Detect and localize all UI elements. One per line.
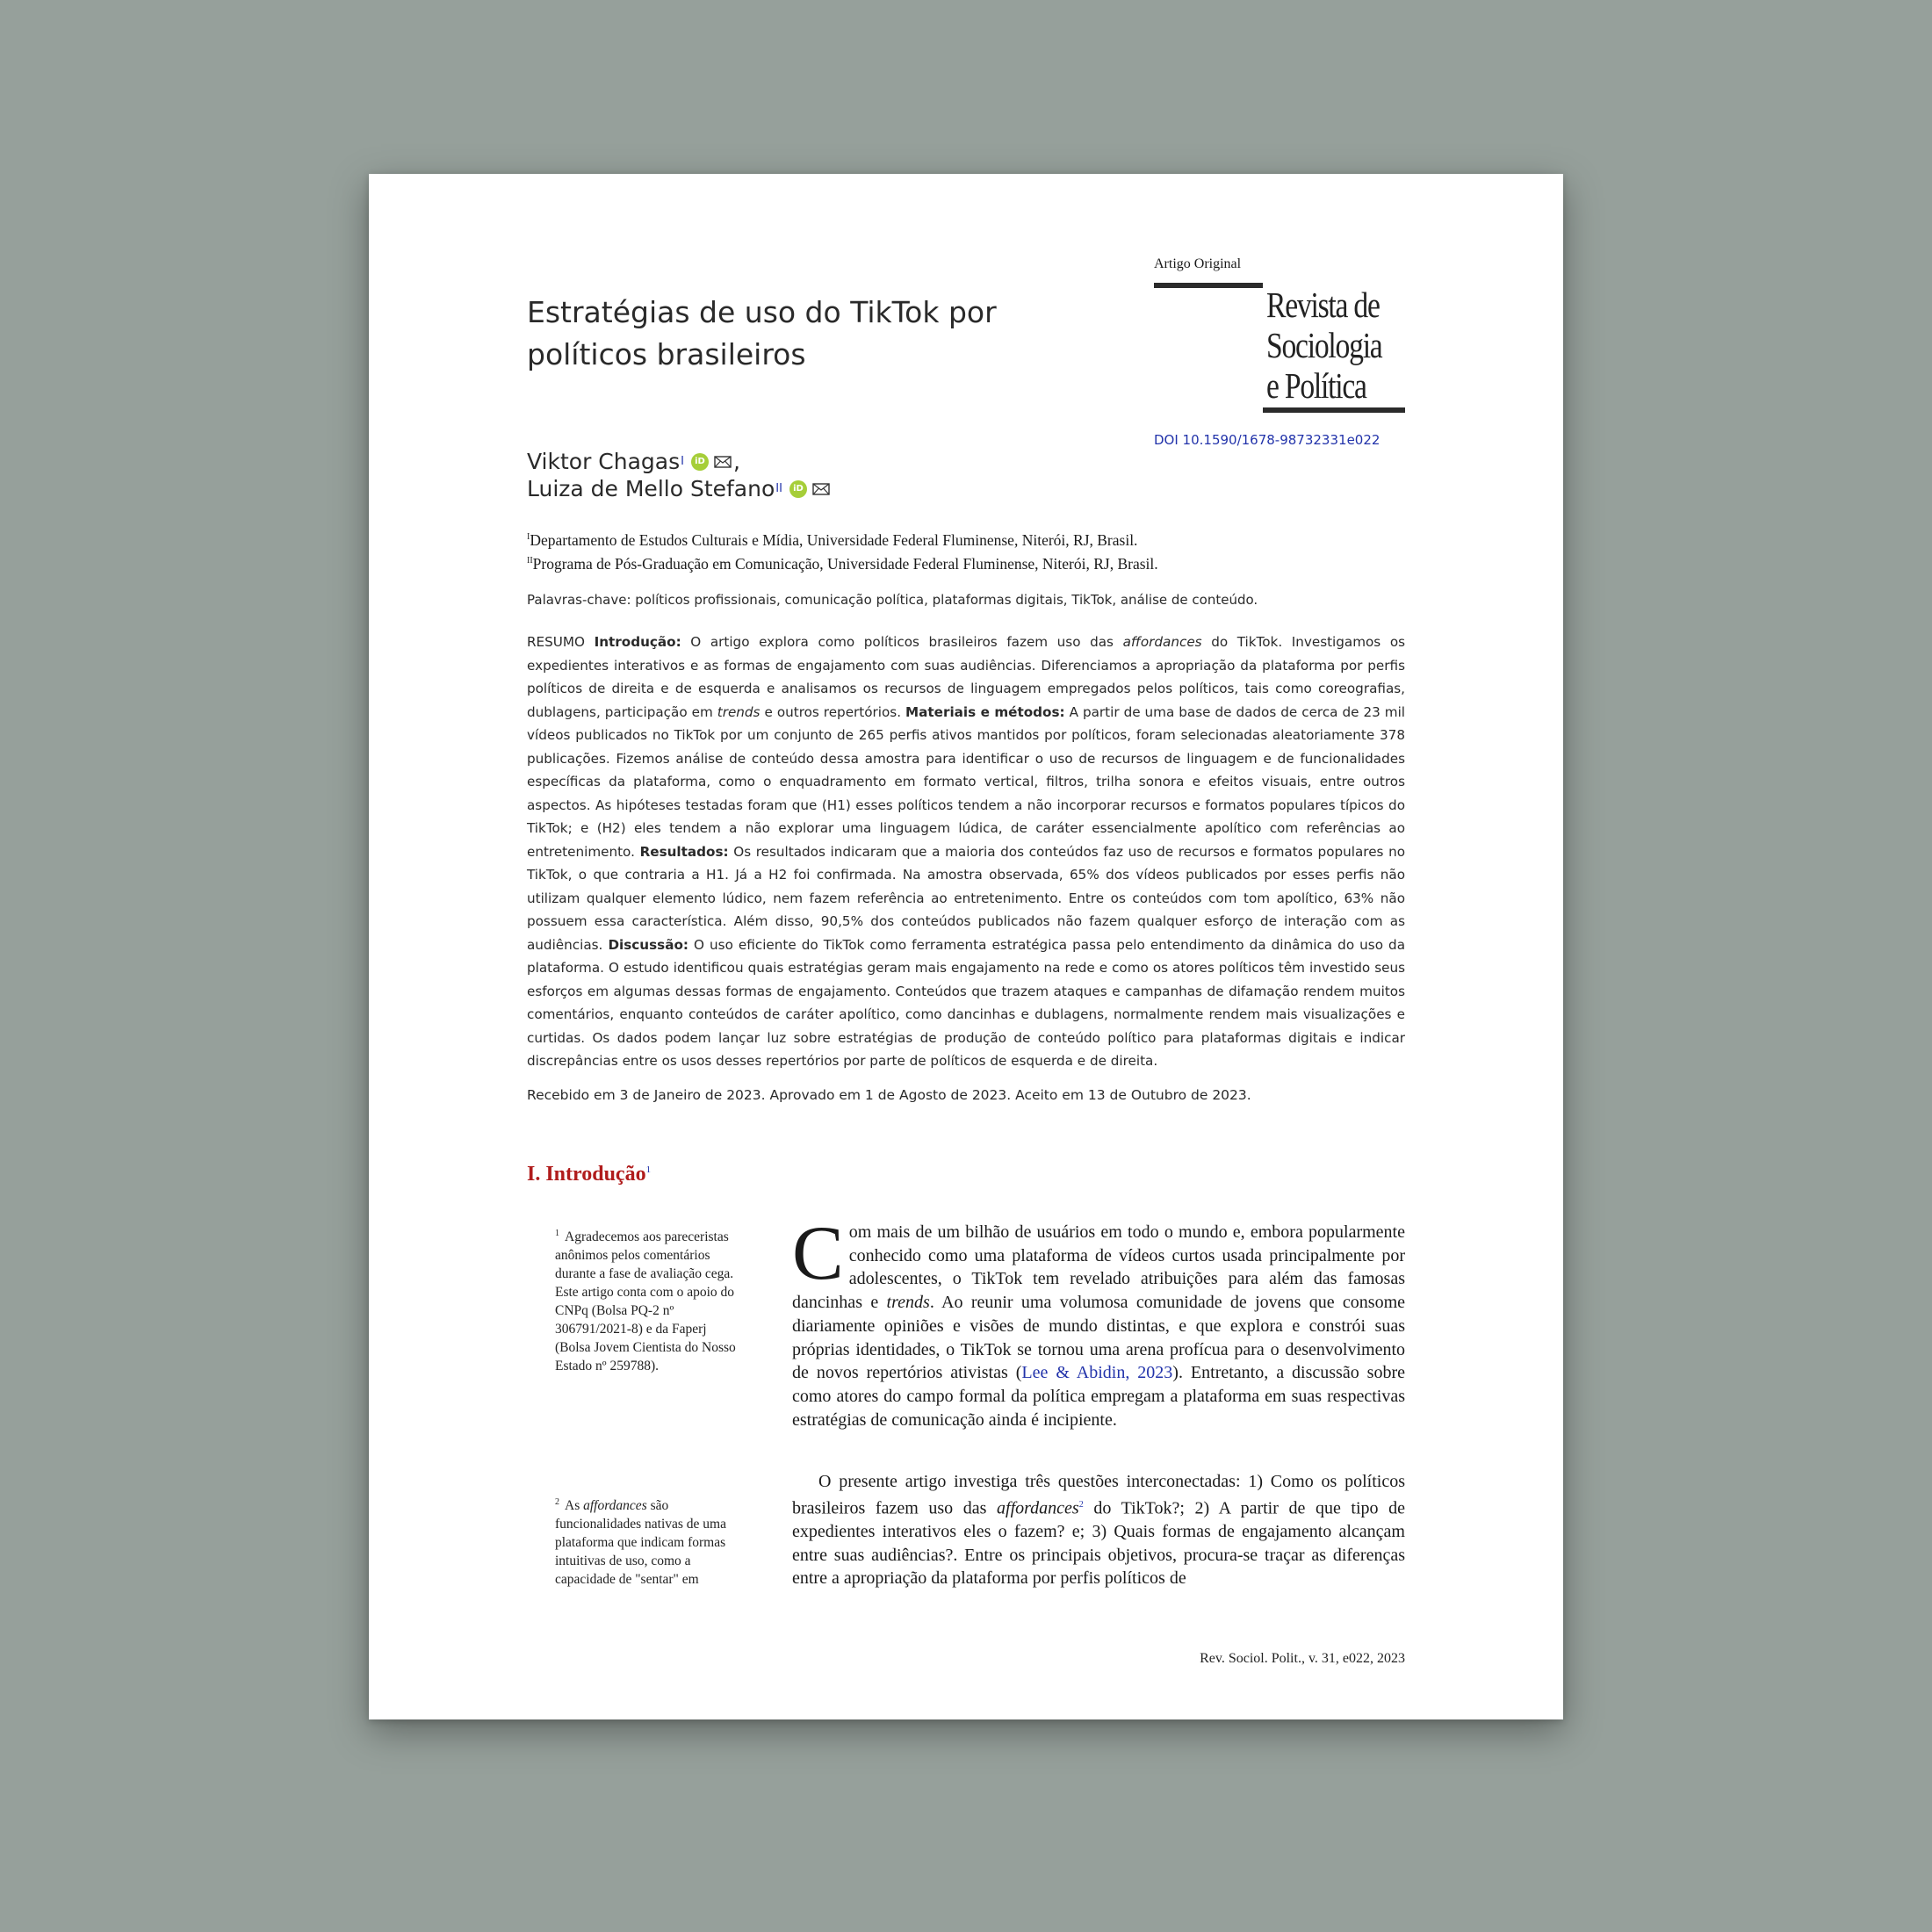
body-paragraph-1 bbox=[792, 1211, 1406, 1431]
author-list bbox=[527, 448, 832, 502]
email-icon[interactable] bbox=[812, 483, 830, 495]
abstract-text: e outros repertórios. bbox=[764, 703, 902, 720]
journal-logo-name bbox=[1266, 285, 1381, 406]
body-text: O presente artigo investiga três questões interconectadas: 1) Como os políticos brasileiros fazem uso das bbox=[792, 1472, 1405, 1518]
body-text: om mais de um bilhão de usuários em todo o mundo e, embora popularmente conhecido como uma plataforma de vídeos curtos usada principalmente por adolescentes, o TikTok tem revelado atribuições para além das famosas dancinhas e bbox=[792, 1222, 1405, 1313]
affiliation-marker: II bbox=[775, 482, 782, 495]
affiliation-marker: II bbox=[527, 555, 533, 566]
author-2 bbox=[527, 475, 832, 502]
abstract bbox=[527, 631, 1405, 1073]
logo-bar-bottom bbox=[1263, 407, 1405, 413]
body-text: ). Entretanto, a discussão sobre como atores do campo formal da política empregam a plataforma em suas respectivas estratégias de comunicação ainda é incipiente. bbox=[792, 1363, 1406, 1430]
logo-line-3: e Política bbox=[1266, 365, 1366, 406]
affiliations bbox=[527, 527, 1158, 574]
author-1 bbox=[527, 448, 832, 475]
received-dates: Recebido em 3 de Janeiro de 2023. Aprovado em 1 de Agosto de 2023. Aceito em 13 de Outubro de 2023. bbox=[527, 1087, 1251, 1103]
author-name[interactable]: Luiza de Mello Stefano bbox=[527, 476, 775, 501]
abstract-text: A partir de uma base de dados de cerca de 23 mil vídeos publicados no TikTok por um conjunto de 265 perfis ativos mantidos por políticos, foram selecionadas aleatoriamente 378 publicações. Fizemos análise de conteúdo dessa amostra para identificar o uso de recursos de linguagem e de funcionalidades específicas da plataforma, como o enquadramento em formato vertical, filtros, trilha sonora e efeitos visuais, entre outros aspectos. As hipóteses testadas foram que (H1) esses políticos tendem a não incorporar recursos e formatos populares típicos do TikTok; e (H2) eles tendem a não explorar uma linguagem lúdica, de caráter essencialmente apolítico com referências ao entretenimento. bbox=[527, 703, 1406, 860]
footnote-ref[interactable]: 2 bbox=[1078, 1499, 1084, 1510]
article-title: Estratégias de uso do TikTok por políticos brasileiros bbox=[527, 295, 997, 371]
footnote-1 bbox=[555, 1224, 743, 1375]
affiliation-marker: I bbox=[681, 455, 684, 468]
body-italic: trends bbox=[886, 1293, 930, 1313]
section-heading bbox=[527, 1163, 651, 1186]
body-paragraph-2 bbox=[792, 1470, 1405, 1590]
footnote-ref[interactable]: 1 bbox=[645, 1164, 652, 1175]
affiliation-text: Departamento de Estudos Culturais e Mídia, Universidade Federal Fluminense, Niterói, RJ, Brasil. bbox=[530, 530, 1138, 549]
article-page bbox=[369, 174, 1563, 1719]
email-icon[interactable] bbox=[714, 456, 732, 468]
abstract-italic: trends bbox=[717, 703, 761, 720]
logo-bar-top bbox=[1154, 283, 1263, 288]
footnote-marker: 2 bbox=[555, 1497, 559, 1507]
page-footer: Rev. Sociol. Polit., v. 31, e022, 2023 bbox=[1200, 1651, 1405, 1666]
footnote-text: Agradecemos aos pareceristas anônimos pelos comentários durante a fase de avaliação cega. Este artigo conta com o apoio do CNPq (Bolsa PQ-2 nº 306791/2021-8) e da Faperj (Bolsa Jovem Cientista do Nosso Estado nº 259788). bbox=[555, 1229, 736, 1374]
abstract-italic: affordances bbox=[1122, 634, 1202, 650]
footnote-text: As bbox=[565, 1498, 580, 1514]
section-title: I. Introdução bbox=[527, 1163, 646, 1186]
methods-label: Materiais e métodos: bbox=[905, 703, 1065, 720]
affiliation-text: Programa de Pós-Graduação em Comunicação, Universidade Federal Fluminense, Niterói, RJ, Brasil. bbox=[532, 554, 1158, 573]
body-text: . Ao reunir uma volumosa comunidade de jovens que consome diariamente opiniões e visões de mundo distintas, e que explora e constrói suas próprias identidades, o TikTok se tornou uma arena profícua para o desenvolvimento de novos repertórios ativistas ( bbox=[792, 1293, 1406, 1383]
body-italic: affordances bbox=[997, 1498, 1079, 1518]
drop-cap: C bbox=[792, 1211, 844, 1296]
journal-logo bbox=[1154, 283, 1409, 413]
author-separator: , bbox=[732, 449, 740, 474]
abstract-text: Os resultados indicaram que a maioria dos conteúdos faz uso de recursos e formatos populares no TikTok, o que contraria a H1. Já a H2 foi confirmada. Na amostra observada, 65% dos vídeos publicados por esses perfis não utilizam qualquer elemento lúdico, nem fazem referência ao entretenimento. Entre os conteúdos com tom apolítico, 63% não possuem essa característica. Além disso, 90,5% dos conteúdos publicados não fazem qualquer esforço de interação com as audiências. bbox=[527, 843, 1406, 953]
abstract-text: O artigo explora como políticos brasileiros fazem uso das bbox=[690, 634, 1114, 650]
footnote-marker: 1 bbox=[555, 1229, 559, 1238]
abstract-text: do TikTok. Investigamos os expedientes interativos e as formas de engajamento com suas audiências. Diferenciamos a apropriação da plataforma por perfis políticos de direita e de esquerda e analisamos os recursos de linguagem empregados pelos políticos, tais como coreografias, dublagens, participação em bbox=[527, 634, 1406, 720]
logo-line-2: Sociologia bbox=[1266, 325, 1382, 365]
author-name[interactable]: Viktor Chagas bbox=[527, 449, 681, 474]
affiliation-marker: I bbox=[527, 532, 530, 542]
intro-label: Introdução: bbox=[594, 634, 681, 650]
keywords: Palavras-chave: políticos profissionais, comunicação política, plataformas digitais, TikTok, análise de conteúdo. bbox=[527, 592, 1258, 608]
abstract-text: O uso eficiente do TikTok como ferramenta estratégica passa pelo entendimento da dinâmica do uso da plataforma. O estudo identificou quais estratégias geram mais engajamento na rede e como os atores políticos têm investido seus esforços em algumas dessas formas de engajamento. Conteúdos que trazem ataques e campanhas de difamação rendem muitos comentários, enquanto conteúdos de caráter apolítico, como dancinhas e dublagens, normalmente rendem mais visualizações e curtidas. Os dados podem lançar luz sobre estratégias de produção de conteúdo político para plataformas digitais e indicar discrepâncias entre os usos desses repertórios por parte de políticos de esquerda e de direita. bbox=[527, 936, 1406, 1069]
orcid-icon[interactable]: iD bbox=[789, 480, 807, 498]
footnote-2 bbox=[555, 1493, 743, 1589]
body-text: do TikTok?; 2) A partir de que tipo de expedientes interativos eles o fazem? e; 3) Quais formas de engajamento alcançam entre suas audiências?. Entre os principais objetivos, procura-se traçar as diferenças entre a apropriação da plataforma por perfis políticos de bbox=[792, 1498, 1406, 1589]
affiliation-1 bbox=[527, 527, 1158, 551]
affiliation-2 bbox=[527, 551, 1158, 574]
logo-line-1: Revista de bbox=[1266, 285, 1380, 325]
doi-link[interactable]: DOI 10.1590/1678-98732331e022 bbox=[1154, 432, 1381, 448]
orcid-icon[interactable]: iD bbox=[691, 453, 709, 471]
discussion-label: Discussão: bbox=[608, 936, 688, 953]
resumo-label: RESUMO bbox=[527, 634, 585, 650]
results-label: Resultados: bbox=[639, 843, 729, 860]
footnote-text: são funcionalidades nativas de uma plataforma que indicam formas intuitivas de uso, como a capacidade de "sentar" em bbox=[555, 1498, 726, 1588]
citation-link[interactable]: Lee & Abidin, 2023 bbox=[1021, 1363, 1173, 1383]
article-type-label: Artigo Original bbox=[1154, 256, 1242, 271]
footnote-italic: affordances bbox=[583, 1498, 647, 1514]
